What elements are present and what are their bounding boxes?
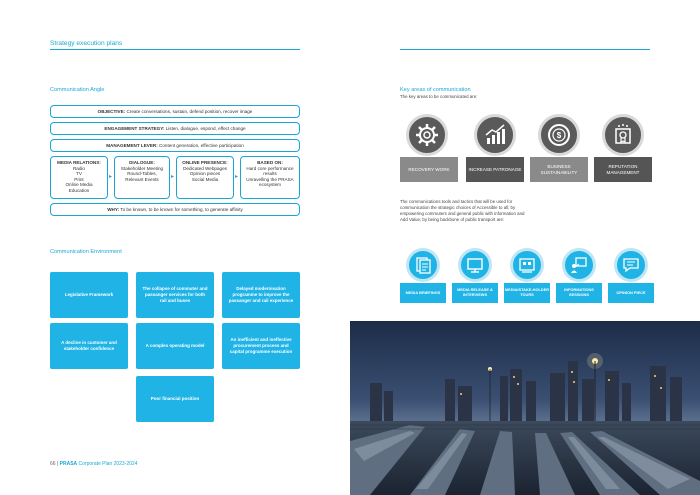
why-text: To be known, to be known for something, to generate affinity [119, 206, 243, 212]
svg-text:$: $ [556, 131, 562, 140]
section-title: Strategy execution plans [50, 40, 123, 47]
column-line: Unravelling the PRASA [246, 176, 294, 182]
column-line: TV [76, 171, 82, 176]
key-area-label: RECOVERY WORK [400, 157, 458, 182]
column-line: Dedicated Webpages [183, 165, 227, 171]
column-line: Print [74, 176, 84, 182]
growth-chart-icon [474, 114, 516, 156]
tool-label: INFORMATIONS SESSIONS [556, 283, 602, 303]
footer-doc-title: Corporate Plan 2023-2024 [77, 461, 138, 467]
train-yard-photo [350, 321, 700, 495]
angle-title: Communication Angle [50, 87, 105, 93]
column-line: ecosystem [259, 182, 281, 187]
engagement-text: Listen, dialogue, espond, effect change [164, 125, 246, 131]
environment-tile: Poor financial position [136, 376, 214, 422]
page-footer [50, 461, 137, 467]
page-number: 66 | [50, 461, 60, 467]
management-text: Content generation, effective participation [157, 142, 244, 148]
key-area-label: INCREASE PATRONAGE [466, 157, 524, 182]
award-certificate-icon [602, 114, 644, 156]
environment-tile: A decline in customer and stakeholder confidence [50, 323, 128, 369]
arrow-right-icon: ▸ [109, 174, 113, 180]
column-line: Online Media [65, 182, 93, 187]
column-line: Round-Tables, [127, 171, 157, 176]
column-title: ONLINE PRESENCE: [182, 160, 228, 165]
column-line: Radio [72, 165, 85, 171]
gear-icon [406, 114, 448, 156]
objective-label: OBJECTIVE: [97, 108, 126, 114]
column-line: results [263, 171, 277, 176]
documents-icon [406, 248, 440, 282]
arrow-right-icon: ▸ [171, 174, 175, 180]
column-line: Social Media [191, 176, 219, 182]
column-line: Stakeholder Meeting [120, 165, 164, 171]
column-line: Opinion pieces [189, 171, 221, 176]
money-cycle-icon [538, 114, 580, 156]
engagement-row [50, 122, 300, 135]
environment-title: Communication Environment [50, 249, 122, 255]
arrow-right-icon: ▸ [235, 174, 239, 180]
tool-label: MEDIA RELEASE & INTERVIEWS [452, 283, 498, 303]
environment-tile: Legislative Framework [50, 272, 128, 318]
speech-bubble-icon [614, 248, 648, 282]
angle-column-dialogue [114, 156, 170, 199]
header-rule [400, 49, 650, 50]
angle-column-based-on [240, 156, 300, 199]
column-title: BASED ON: [257, 160, 283, 165]
key-areas-title: Key areas of communication [400, 87, 471, 93]
environment-tile: A complex operating model [136, 323, 214, 369]
management-label: MANAGEMENT LEVER: [106, 142, 158, 148]
train-board-icon [510, 248, 544, 282]
column-line: Relevant Events [125, 176, 159, 182]
tool-label: MEDIA BRIEFINGS [400, 283, 446, 303]
tools-description: The communications tools and tactics that will be used for communication the strategic choices of Accessible to all; by empowering commuters and general public with information and Add Value; by being backbone of public transport are: [400, 199, 525, 222]
environment-tile: The collapse of commuter and passanger services for both rail and buses [136, 272, 214, 318]
objective-text: Create conversations, sustain, defend position, recover image [125, 108, 253, 114]
key-areas-subtitle: The key areas to be communicated are: [400, 94, 478, 99]
monitor-icon [458, 248, 492, 282]
column-line: Education [68, 187, 90, 193]
angle-column-online [176, 156, 234, 199]
angle-column-media [50, 156, 108, 199]
key-area-label: REPUTATION MANAGEMENT [594, 157, 652, 182]
why-label: WHY: [107, 206, 120, 212]
tool-label: MEDIA/STAKE-HOLDER TOURS [504, 283, 550, 303]
column-title: MEDIA RELATIONS: [57, 160, 101, 165]
key-area-label: BUSINESS SUSTAINABILITY [530, 157, 588, 182]
objective-row [50, 105, 300, 118]
presentation-icon [562, 248, 596, 282]
why-row [50, 203, 300, 216]
column-title: DIALOGUE: [129, 160, 155, 165]
tool-label: OPINION PIECE [608, 283, 654, 303]
column-line: Hard core performance [246, 165, 294, 171]
engagement-label: ENGAGEMENT STRATEGY: [104, 125, 165, 131]
environment-tile: An inefficient and ineffective procurement process and capital programme execution [222, 323, 300, 369]
management-row [50, 139, 300, 152]
environment-tile: Delayed modernisation programme to improve the passanger and rail experience [222, 272, 300, 318]
footer-brand: PRASA [59, 461, 78, 467]
section-rule [50, 49, 300, 50]
